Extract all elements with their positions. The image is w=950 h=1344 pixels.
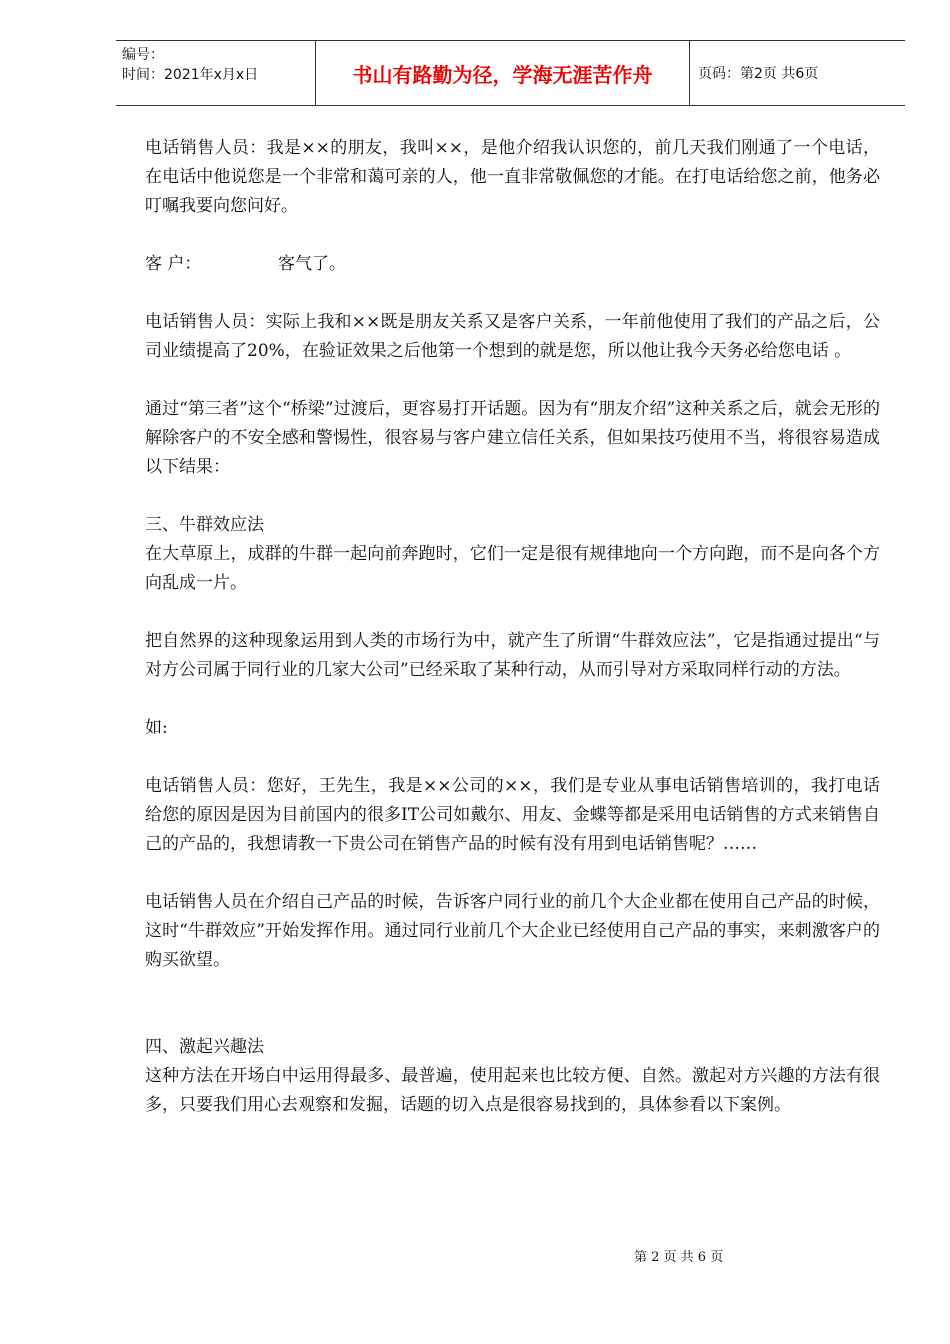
customer-reply — [145, 250, 880, 279]
paragraph-herd-definition: 把自然界的这种现象运用到人类的市场行为中，就产生了所谓“牛群效应法”，它是指通过提出“与对方公司属于同行业的几家大公司”已经采取了某种行动，从而引导对方采取同样行动的方法。 — [145, 631, 880, 680]
header-page-cell — [690, 41, 905, 105]
customer-label: 客 户： — [145, 254, 202, 274]
paragraph-interest-method: 这种方法在开场白中运用得最多、最普遍，使用起来也比较方便、自然。激起对方兴趣的方法有很多，只要我们用心去观察和发掘，话题的切入点是很容易找到的，具体参看以下案例。 — [145, 1066, 880, 1115]
customer-text: 客气了。 — [278, 254, 346, 274]
paragraph-salesperson-intro: 电话销售人员：我是××的朋友，我叫××，是他介绍我认识您的，前几天我们刚通了一个电话，在电话中他说您是一个非常和蔼可亲的人，他一直非常敬佩您的才能。在打电话给您之前，他务必叮嘱我要向您问好。 — [145, 138, 880, 216]
header-motto-cell — [316, 41, 690, 105]
doc-time-label: 时间：2021年x月x日 — [122, 67, 259, 83]
section-heading-herd-effect: 三、牛群效应法 — [145, 515, 264, 535]
footer-page-number: 第 2 页 共 6 页 — [634, 1250, 724, 1265]
doc-number-label: 编号： — [122, 47, 164, 63]
paragraph-third-party-explanation: 通过“第三者”这个“桥梁”过渡后，更容易打开话题。因为有“朋友介绍”这种关系之后，就会无形的解除客户的不安全感和警惕性，很容易与客户建立信任关系，但如果技巧使用不当，将很容易造成以下结果： — [145, 399, 880, 477]
spacer — [145, 1004, 880, 1033]
document-body — [145, 134, 880, 1149]
paragraph-example-label: 如: — [145, 718, 168, 738]
header-meta-cell — [116, 41, 316, 105]
paragraph-salesperson-followup: 电话销售人员：实际上我和××既是朋友关系又是客户关系，一年前他使用了我们的产品之后，公司业绩提高了20%，在验证效果之后他第一个想到的就是您，所以他让我今天务必给您电话 。 — [145, 312, 880, 361]
paragraph-salesperson-example: 电话销售人员：您好，王先生，我是××公司的××，我们是专业从事电话销售培训的，我打电话给您的原因是因为目前国内的很多IT公司如戴尔、用友、金蝶等都是采用电话销售的方式来销售自己的产品的，我想请教一下贵公司在销售产品的时候有没有用到电话销售呢？…… — [145, 776, 880, 854]
paragraph-herd-effect-explanation: 电话销售人员在介绍自己产品的时候，告诉客户同行业的前几个大企业都在使用自己产品的时候，这时“牛群效应”开始发挥作用。通过同行业前几个大企业已经使用自己产品的事实，来刺激客户的购买欲望。 — [145, 892, 880, 970]
header-page-info: 页码：第2页 共6页 — [698, 66, 819, 82]
section-heading-interest: 四、激起兴趣法 — [145, 1037, 264, 1057]
header-motto: 书山有路勤为径，学海无涯苦作舟 — [352, 62, 653, 87]
page-header — [116, 40, 905, 106]
paragraph-grassland: 在大草原上，成群的牛群一起向前奔跑时，它们一定是很有规律地向一个方向跑，而不是向各个方向乱成一片。 — [145, 544, 880, 593]
